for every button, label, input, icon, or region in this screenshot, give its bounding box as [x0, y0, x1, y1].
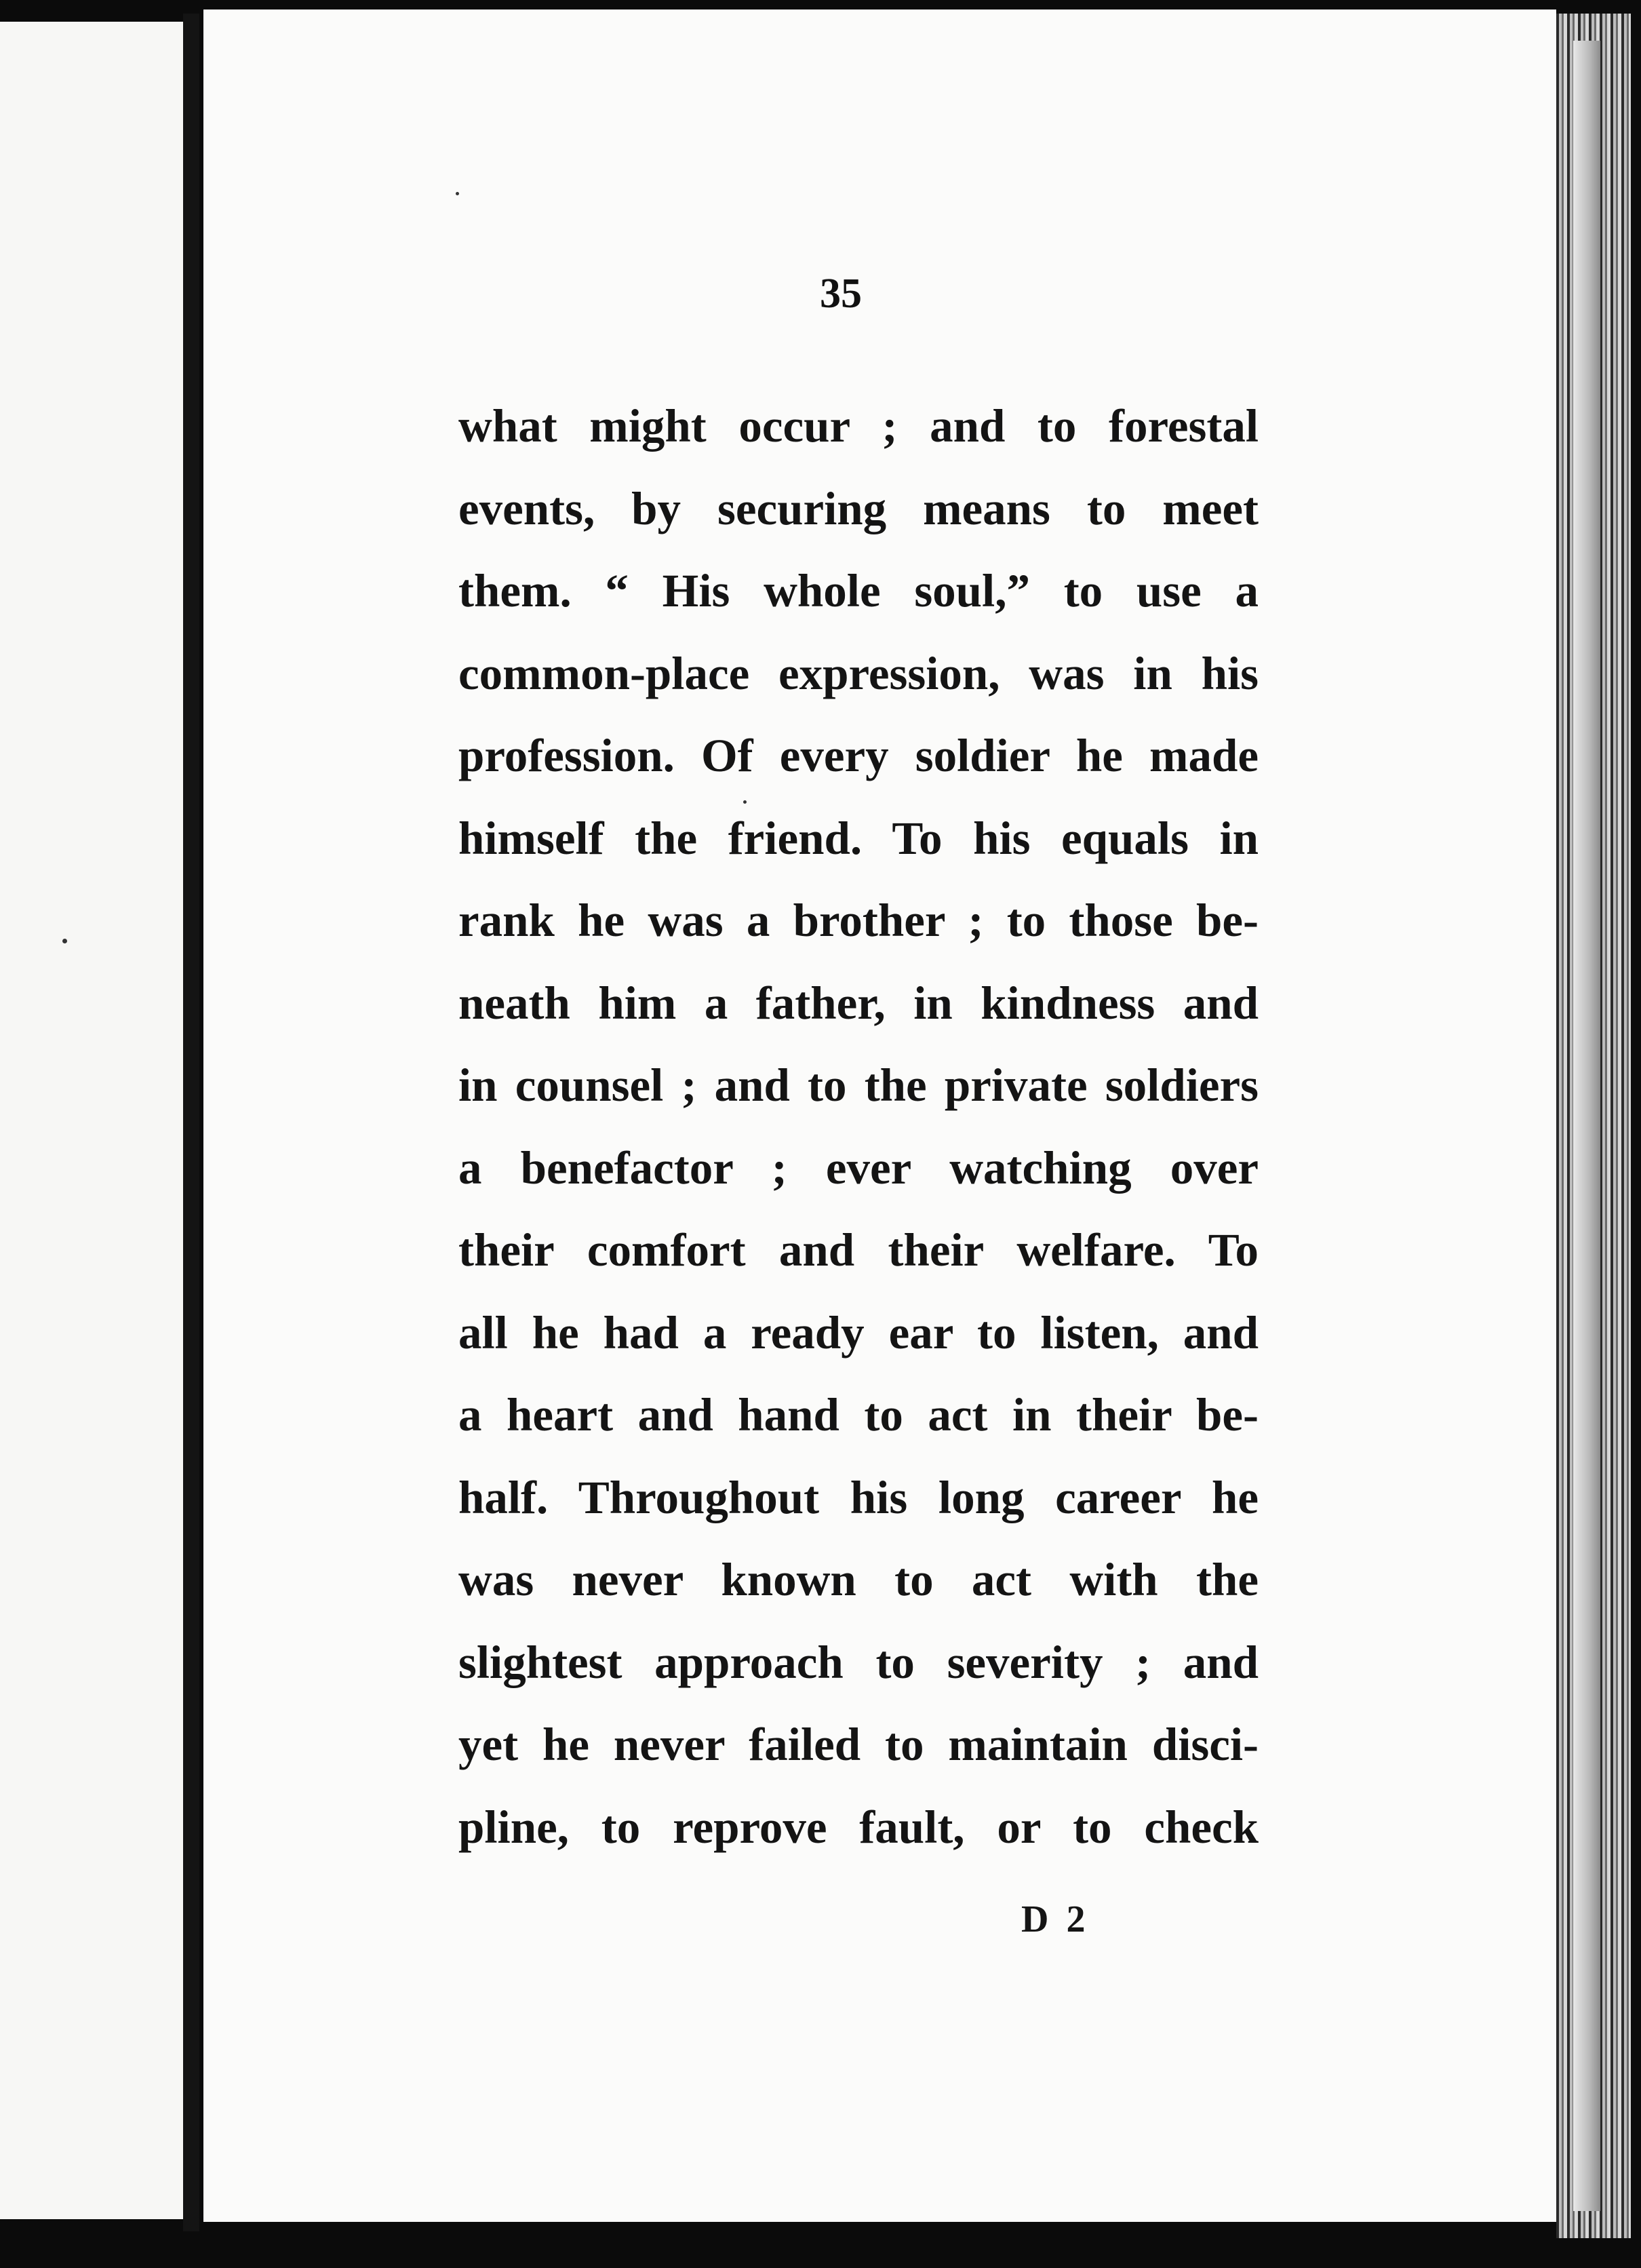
text-line: yet he never failed to maintain disci- [458, 1719, 1259, 1770]
text-line: their comfort and their welfare. To [458, 1224, 1259, 1276]
text-line: neath him a father, in kindness and [458, 977, 1259, 1029]
text-line: in counsel ; and to the private soldiers [458, 1059, 1259, 1111]
paper-speck [456, 192, 459, 195]
signature-mark: D 2 [1021, 1898, 1090, 1940]
text-line: a heart and hand to act in their be- [458, 1389, 1259, 1441]
text-line: common-place expression, was in his [458, 647, 1259, 699]
text-line: pline, to reprove fault, or to check [458, 1801, 1259, 1853]
page-edge-highlight [1573, 41, 1600, 2211]
text-line: what might occur ; and to forestal [458, 400, 1259, 452]
page-number: 35 [820, 271, 862, 317]
text-line: them. “ His whole soul,” to use a [458, 565, 1259, 617]
text-line: slightest approach to severity ; and [458, 1636, 1259, 1688]
text-line: was never known to act with the [458, 1554, 1259, 1605]
book-gutter [183, 14, 199, 2231]
facing-page-left [0, 22, 183, 2219]
text-line: rank he was a brother ; to those be- [458, 895, 1259, 946]
text-line: half. Throughout his long career he [458, 1471, 1259, 1523]
text-line: a benefactor ; ever watching over [458, 1141, 1259, 1194]
body-text [458, 399, 1259, 1882]
text-line: himself the friend. To his equals in [458, 812, 1259, 864]
text-line: all he had a ready ear to listen, and [458, 1306, 1259, 1358]
text-line: events, by securing means to meet [458, 482, 1259, 534]
paper-speck [62, 939, 67, 943]
text-line: profession. Of every soldier he made [458, 730, 1259, 781]
